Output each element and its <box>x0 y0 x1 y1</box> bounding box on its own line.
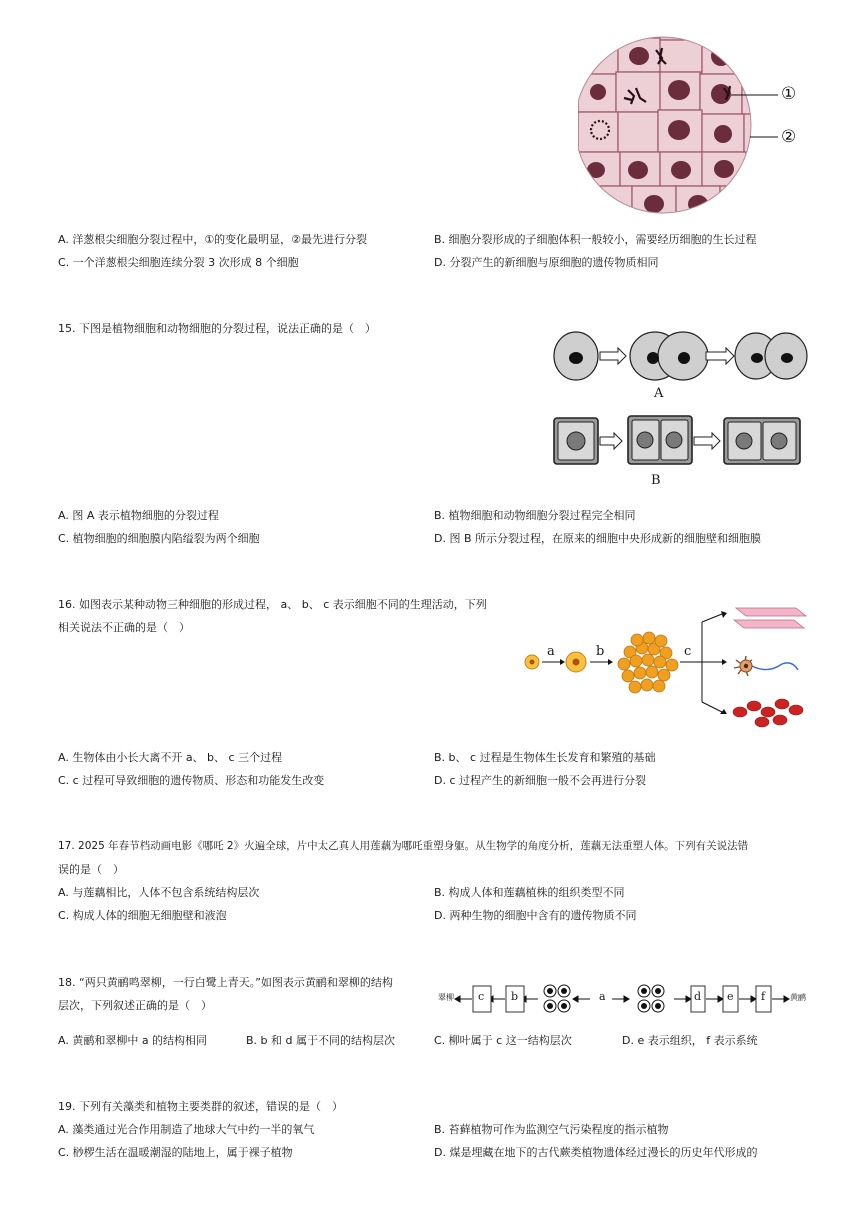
q19-option-a: A. 藻类通过光合作用制造了地球大气中约一半的氧气 <box>58 1123 315 1136</box>
q18-option-a: A. 黄鹂和翠柳中 a 的结构相同 <box>58 1034 208 1047</box>
q16-option-d: D. c 过程产生的新细胞一般不会再进行分裂 <box>434 774 647 787</box>
q18-option-d: D. e 表示组织， f 表示系统 <box>622 1034 758 1047</box>
q16-stem-line1: 16. 如图表示某种动物三种细胞的形成过程， a、 b、 c 表示细胞不同的生理活动，下列 <box>58 598 487 611</box>
figure-label-1: ① <box>781 84 797 104</box>
q14-option-d: D. 分裂产生的新细胞与原细胞的遗传物质相同 <box>434 256 659 269</box>
q16-stem-line2: 相关说法不正确的是（ ） <box>58 621 190 634</box>
q14-option-b: B. 细胞分裂形成的子细胞体积一般较小，需要经历细胞的生长过程 <box>434 233 757 246</box>
flow-end-willow: 翠柳 <box>438 993 454 1002</box>
process-label-b: b <box>596 644 605 659</box>
q17-option-a: A. 与莲藕相比，人体不包含系统结构层次 <box>58 886 260 899</box>
q18-option-b: B. b 和 d 属于不同的结构层次 <box>246 1034 395 1047</box>
q17-stem-line1: 17. 2025 年春节档动画电影《哪吒 2》火遍全球，片中太乙真人用莲藕为哪吒重塑身躯。从生物学的角度分析，莲藕无法重塑人体。下列有关说法错 <box>58 840 749 852</box>
flow-label-a: a <box>599 990 606 1003</box>
process-label-a: a <box>547 644 555 659</box>
q17-stem-line2: 误的是（ ） <box>58 863 124 876</box>
q18-stem-line2: 层次，下列叙述正确的是（ ） <box>58 999 212 1012</box>
q17-option-c: C. 构成人体的细胞无细胞壁和液泡 <box>58 909 227 922</box>
q15-option-a: A. 图 A 表示植物细胞的分裂过程 <box>58 509 219 522</box>
q16-option-a: A. 生物体由小长大离不开 a、 b、 c 三个过程 <box>58 751 283 764</box>
structure-levels-figure <box>438 980 818 1018</box>
q16-option-c: C. c 过程可导致细胞的遗传物质、形态和功能发生改变 <box>58 774 325 787</box>
q19-option-d: D. 煤是埋藏在地下的古代蕨类植物遗体经过漫长的历史年代形成的 <box>434 1146 758 1159</box>
process-label-c: c <box>684 644 692 659</box>
figure-label-a: A <box>654 386 664 401</box>
q14-option-a: A. 洋葱根尖细胞分裂过程中，①的变化最明显，②最先进行分裂 <box>58 233 368 246</box>
q18-option-c: C. 柳叶属于 c 这一结构层次 <box>434 1034 572 1047</box>
q15-option-b: B. 植物细胞和动物细胞分裂过程完全相同 <box>434 509 636 522</box>
q15-stem: 15. 下图是植物细胞和动物细胞的分裂过程，说法正确的是（ ） <box>58 322 376 335</box>
flow-box-e: e <box>727 990 734 1003</box>
q19-option-c: C. 桫椤生活在温暖潮湿的陆地上，属于裸子植物 <box>58 1146 293 1159</box>
q16-option-b: B. b、 c 过程是生物体生长发育和繁殖的基础 <box>434 751 656 764</box>
q15-option-d: D. 图 B 所示分裂过程，在原来的细胞中央形成新的细胞壁和细胞膜 <box>434 532 762 545</box>
q17-option-d: D. 两种生物的细胞中含有的遗传物质不同 <box>434 909 637 922</box>
q17-option-b: B. 构成人体和莲藕植株的组织类型不同 <box>434 886 625 899</box>
q14-option-c: C. 一个洋葱根尖细胞连续分裂 3 次形成 8 个细胞 <box>58 256 299 269</box>
flow-box-d: d <box>694 990 702 1003</box>
onion-root-tip-micrograph <box>578 30 808 220</box>
cell-formation-figure <box>518 600 818 730</box>
figure-label-2: ② <box>781 127 797 147</box>
q19-option-b: B. 苔藓植物可作为监测空气污染程度的指示植物 <box>434 1123 669 1136</box>
flow-box-f: f <box>761 990 766 1003</box>
q18-stem-line1: 18. “两只黄鹂鸣翠柳，一行白鹭上青天。”如图表示黄鹂和翠柳的结构 <box>58 976 393 989</box>
q19-stem: 19. 下列有关藻类和植物主要类群的叙述，错误的是（ ） <box>58 1100 343 1113</box>
flow-box-b: b <box>511 990 519 1003</box>
flow-end-oriole: 黄鹂 <box>790 993 806 1002</box>
figure-label-b: B <box>651 473 661 488</box>
cell-division-figure <box>548 328 810 493</box>
flow-box-c: c <box>478 990 485 1003</box>
q15-option-c: C. 植物细胞的细胞膜内陷缢裂为两个细胞 <box>58 532 260 545</box>
